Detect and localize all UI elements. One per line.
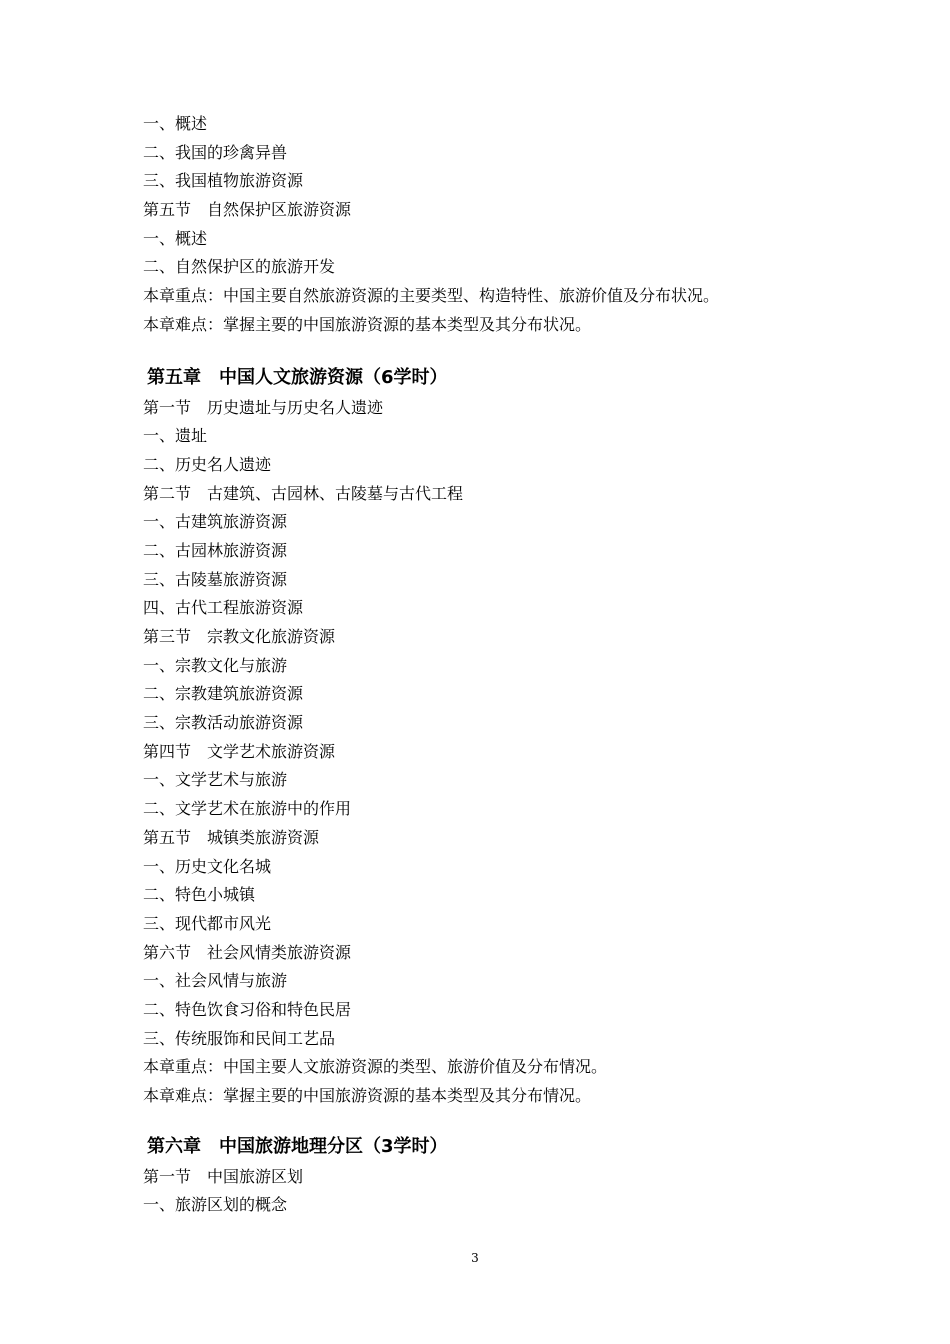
chapter-key-points: 本章重点：中国主要自然旅游资源的主要类型、构造特性、旅游价值及分布状况。 (143, 286, 720, 306)
chapter-key-points: 本章重点：中国主要人文旅游资源的类型、旅游价值及分布情况。 (143, 1057, 608, 1077)
list-item: 一、历史文化名城 (143, 856, 272, 876)
list-item: 二、古园林旅游资源 (143, 540, 288, 560)
section-heading: 第一节 中国旅游区划 (143, 1166, 304, 1186)
list-item: 一、概述 (143, 114, 208, 133)
list-item: 三、现代都市风光 (143, 913, 272, 933)
list-item: 一、旅游区划的概念 (143, 1195, 288, 1215)
list-item: 二、我国的珍禽异兽 (143, 142, 288, 162)
list-item: 三、传统服饰和民间工艺品 (143, 1028, 336, 1048)
list-item: 三、我国植物旅游资源 (143, 171, 304, 191)
list-item: 四、古代工程旅游资源 (143, 598, 304, 618)
section-heading: 第三节 宗教文化旅游资源 (143, 627, 336, 646)
section-heading: 第一节 历史遗址与历史名人遗迹 (143, 397, 384, 417)
list-item: 二、宗教建筑旅游资源 (143, 684, 304, 704)
list-item: 二、特色小城镇 (143, 885, 256, 905)
chapter-difficulties: 本章难点：掌握主要的中国旅游资源的基本类型及其分布情况。 (143, 1086, 592, 1105)
chapter-difficulties: 本章难点：掌握主要的中国旅游资源的基本类型及其分布状况。 (143, 314, 592, 334)
list-item: 一、宗教文化与旅游 (143, 655, 288, 675)
list-item: 一、社会风情与旅游 (143, 971, 288, 991)
list-item: 二、特色饮食习俗和特色民居 (143, 999, 352, 1019)
list-item: 二、文学艺术在旅游中的作用 (143, 799, 352, 819)
chapter-title-5: 第五章 中国人文旅游资源（6学时） (147, 366, 448, 388)
list-item: 三、宗教活动旅游资源 (143, 713, 304, 733)
list-item: 二、自然保护区的旅游开发 (143, 257, 336, 277)
list-item: 二、历史名人遗迹 (143, 454, 272, 474)
list-item: 一、文学艺术与旅游 (143, 770, 288, 790)
list-item: 一、概述 (143, 228, 208, 248)
section-heading: 第六节 社会风情类旅游资源 (143, 942, 352, 962)
list-item: 一、遗址 (143, 426, 208, 446)
section-heading: 第五节 自然保护区旅游资源 (143, 200, 352, 220)
list-item: 三、古陵墓旅游资源 (143, 569, 288, 589)
section-heading: 第五节 城镇类旅游资源 (143, 827, 320, 847)
section-heading: 第四节 文学艺术旅游资源 (143, 741, 336, 761)
section-heading: 第二节 古建筑、古园林、古陵墓与古代工程 (143, 483, 464, 503)
page-number: 3 (471, 1251, 479, 1265)
chapter-title-6: 第六章 中国旅游地理分区（3学时） (147, 1135, 448, 1157)
page-content (143, 110, 863, 1220)
list-item: 一、古建筑旅游资源 (143, 512, 288, 532)
